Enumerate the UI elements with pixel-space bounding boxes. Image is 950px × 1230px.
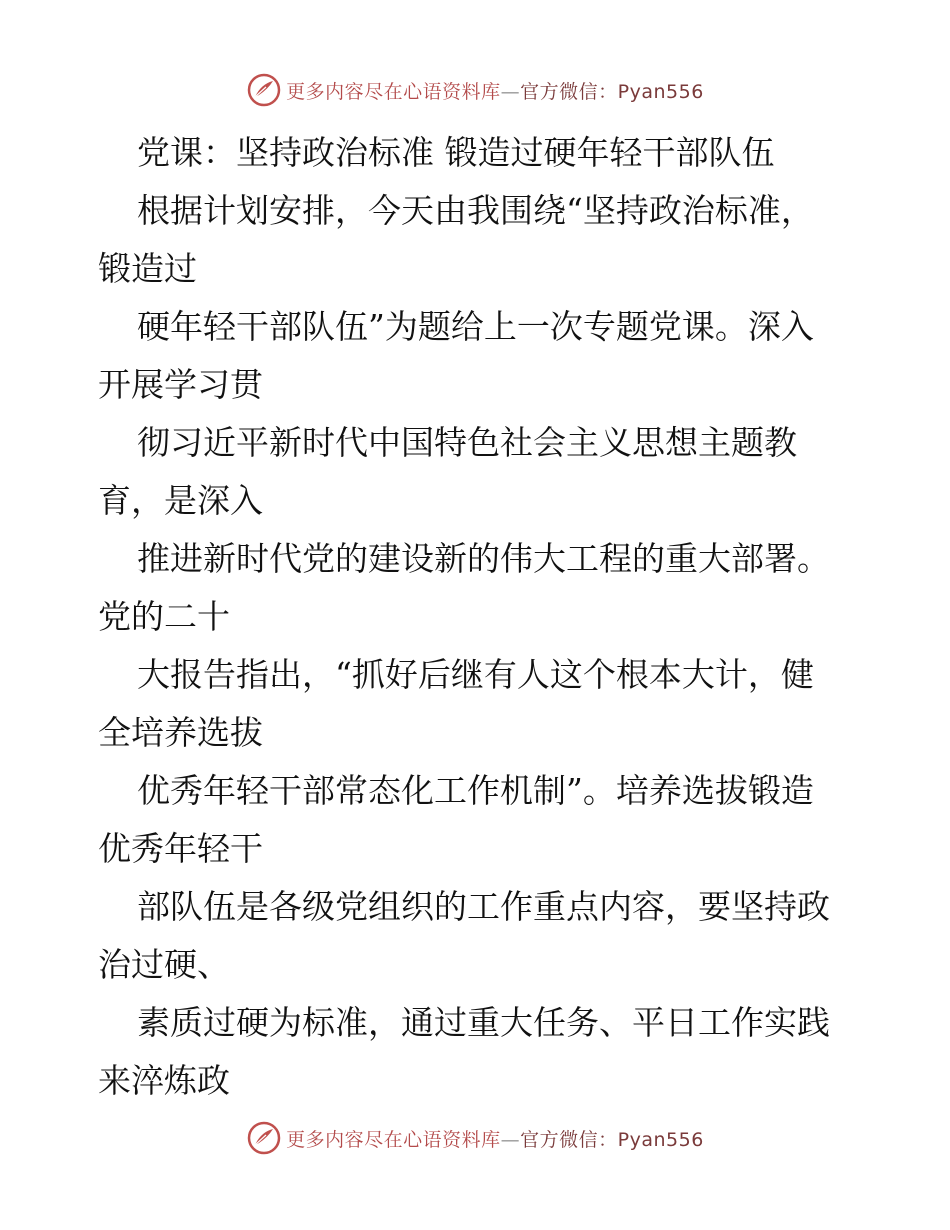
text-line: 根据计划安排，今天由我围绕“坚持政治标准，: [137, 191, 814, 230]
watermark-dash: —: [500, 80, 521, 103]
text-line: 育，是深入: [98, 481, 263, 520]
watermark-main: 更多内容尽在心语资料库: [286, 80, 501, 103]
text-line: 全培养选拔: [98, 713, 263, 752]
watermark-main: 更多内容尽在心语资料库: [286, 1128, 501, 1151]
watermark-dash: —: [500, 1128, 521, 1151]
footer-watermark-banner: [0, 1118, 950, 1158]
text-line: 优秀年轻干部常态化工作机制”。培养选拔锻造: [137, 771, 814, 810]
text-line: 推进新时代党的建设新的伟大工程的重大部署。: [137, 539, 830, 578]
text-line: 彻习近平新时代中国特色社会主义思想主题教: [137, 423, 797, 462]
text-line: 大报告指出，“抓好后继有人这个根本大计，健: [137, 655, 814, 694]
watermark-wechat: 官方微信：Pyan556: [520, 1128, 704, 1151]
watermark-text: [286, 77, 704, 104]
watermark-wechat: 官方微信：Pyan556: [520, 80, 704, 103]
text-line: 优秀年轻干: [98, 829, 263, 868]
text-line: 硬年轻干部队伍”为题给上一次专题党课。深入: [137, 307, 814, 346]
text-line: 部队伍是各级党组织的工作重点内容，要坚持政: [137, 887, 830, 926]
header-watermark-banner: [0, 70, 950, 110]
text-line: 开展学习贯: [98, 365, 263, 404]
quill-logo-icon: [246, 72, 282, 108]
watermark-text: [286, 1125, 704, 1152]
document-body: [0, 124, 950, 1110]
text-line: 治过硬、: [98, 945, 230, 984]
text-line: 党的二十: [98, 597, 230, 636]
text-line: 锻造过: [98, 249, 197, 288]
document-title: 党课：坚持政治标准 锻造过硬年轻干部队伍: [137, 133, 775, 172]
text-line: 来淬炼政: [98, 1061, 230, 1100]
text-line: 素质过硬为标准，通过重大任务、平日工作实践: [137, 1003, 830, 1042]
quill-logo-icon: [246, 1120, 282, 1156]
